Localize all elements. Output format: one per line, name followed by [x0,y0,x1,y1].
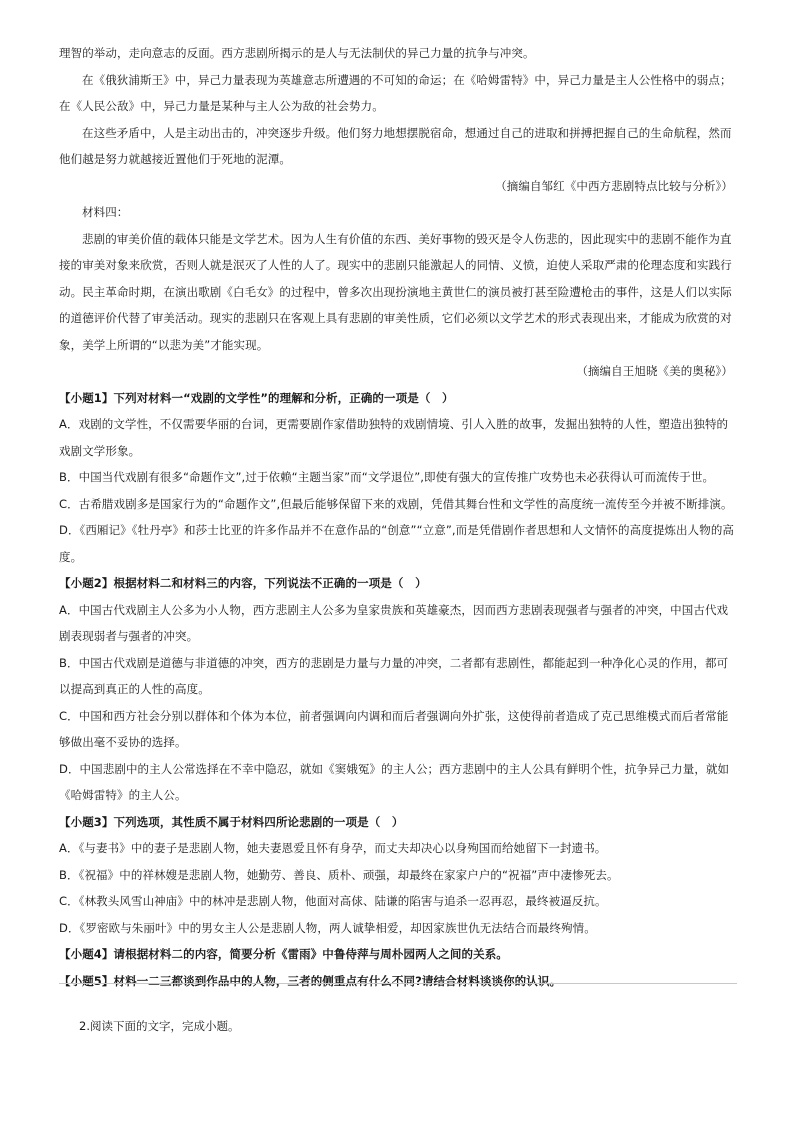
question-3-stem: 【小题3】下列选项，其性质不属于材料四所论悲剧的一项是（ ） [59,814,404,829]
question-2-option-a: A．中国古代戏剧主人公多为小人物，西方悲剧主人公多为皇家贵族和英雄豪杰，因而西方悲剧表现强者与强者的冲突，中国古代戏剧表现弱者与强者的冲突。 [59,602,729,643]
question-1-option-d: D．《西厢记》《牡丹亭》和莎士比亚的许多作品并不在意作品的“创意”“立意”,而是凭借剧作者思想和人文情怀的高度提炼出人物的高度。 [59,523,735,564]
question-2-stem: 【小题2】根据材料二和材料三的内容，下列说法不正确的一项是（ ） [59,576,427,590]
material-four-heading: 材料四： [82,205,129,219]
paragraph-continuation: 理智的举动，走向意志的反面。西方悲剧所揭示的是人与无法制伏的异己力量的抗争与冲突。 [59,46,535,60]
source-citation-wang-xuxiao: （摘编自王旭晓《美的奥秘》） [576,364,733,378]
question-2-option-b: B．中国古代戏剧是道德与非道德的冲突，西方的悲剧是力量与力量的冲突，二者都有悲剧性，都能起到一种净化心灵的作用，都可以提高到真正的人性的高度。 [59,655,729,696]
question-2-option-c: C．中国和西方社会分别以群体和个体为本位，前者强调向内调和而后者强调向外扩张，这使得前者造成了克己思维模式而后者常能够做出毫不妥协的选择。 [59,708,729,749]
section-2-instruction: 2.阅读下面的文字，完成小题。 [79,1019,240,1033]
question-1-stem: 【小题1】下列对材料一“戏剧的文学性”的理解和分析，正确的一项是（ ） [59,390,454,405]
source-citation-zou-hong: （摘编自邹红《中西方悲剧特点比较与分析》） [495,178,733,193]
paragraph-alien-forces: 在《俄狄浦斯王》中，异己力量表现为英雄意志所遭遇的不可知的命运；在《哈姆雷特》中，异己力量是主人公性格中的弱点；在《人民公敌》中，异己力量是某种与主人公为敌的社会势力。 [59,72,732,113]
paragraph-conflict-escalation: 在这些矛盾中，人是主动出击的，冲突逐步升级。他们努力地想摆脱宿命，想通过自己的进取和拼搏把握自己的生命航程，然而他们越是努力就越接近置他们于死地的泥潭。 [59,125,732,166]
question-3-option-a: A．《与妻书》中的妻子是悲剧人物，她夫妻恩爱且怀有身孕，而丈夫却决心以身殉国而给她留下一封遗书。 [59,841,607,855]
question-1-option-b: B．中国当代戏剧有很多“命题作文”,过于依赖“主题当家”而“文学退位”,即使有强大的宣传推广攻势也未必获得认可而流传于世。 [59,470,715,484]
section-divider [59,983,737,984]
question-1-option-a: A．戏剧的文学性，不仅需要华丽的台词，更需要剧作家借助独特的戏剧情境、引人入胜的故事，发掘出独特的人性，塑造出独特的戏剧文学形象。 [59,417,729,458]
reading-passage [59,40,737,994]
question-1-option-c: C．古希腊戏剧多是国家行为的“命题作文”,但最后能够保留下来的戏剧，凭借其舞台性和文学性的高度统一流传至今并被不断排演。 [59,496,733,511]
paragraph-aesthetic-value: 悲剧的审美价值的载体只能是文学艺术。因为人生有价值的东西、美好事物的毁灭是令人伤悲的，因此现实中的悲剧不能作为直接的审美对象来欣赏，否则人就是泯灭了人性的人了。现实中的悲剧只能激起人的同情、义愤，迫使人采取严肃的伦理态度和实践行动。民主革命时期，在演出歌剧《白毛女》的过程中，曾多次出现扮演地主黄世仁的演员被打甚至险遭枪击的事件，这是人们以实际的道德评价代替了审美活动。现实的悲剧只在客观上具有悲剧的审美性质，它们必须以文学艺术的形式表现出来，才能成为欣赏的对象，美学上所谓的“以悲为美”才能实现。 [59,231,732,352]
question-3-option-d: D．《罗密欧与朱丽叶》中的男女主人公是悲剧人物，两人诚挚相爱，却因家族世仇无法结合而最终殉情。 [59,920,596,935]
question-3-option-b: B．《祝福》中的祥林嫂是悲剧人物，她勤劳、善良、质朴、顽强，却最终在家家户户的“祝福”声中凄惨死去。 [59,867,619,882]
question-4-stem: 【小题4】请根据材料二的内容，简要分析《雷雨》中鲁侍萍与周朴园两人之间的关系。 [59,947,508,961]
question-3-option-c: C．《林教头风雪山神庙》中的林冲是悲剧人物，他面对高俅、陆谦的陷害与追杀一忍再忍，最终被逼反抗。 [59,894,607,908]
question-2-option-d: D．中国悲剧中的主人公常选择在不幸中隐忍，就如《窦娥冤》的主人公；西方悲剧中的主人公具有鲜明个性，抗争异己力量，就如《哈姆雷特》的主人公。 [59,761,730,802]
question-5-stem: 【小题5】材料一二三都谈到作品中的人物，三者的侧重点有什么不同?请结合材料谈谈你的认识。 [59,973,562,988]
